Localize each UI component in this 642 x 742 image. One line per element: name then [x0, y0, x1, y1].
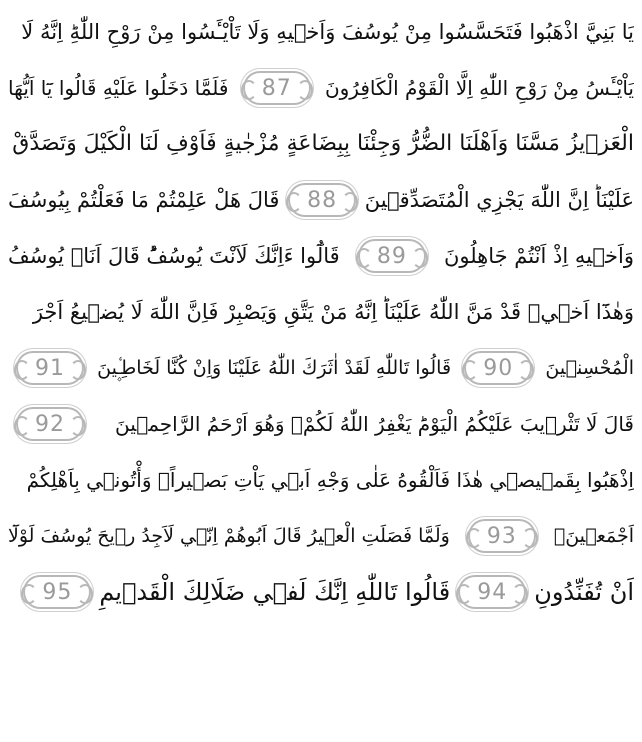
- text-line-2: [8, 60, 634, 116]
- verse-lines: [8, 4, 634, 620]
- verse-text: وَهٰذَٓا اَخ۪يۘ قَدْ مَنَّ اللّٰهُ عَلَيْنَاؕ اِنَّهُ مَنْ يَتَّقِ وَيَصْبِرْ فَاِنَّ اللّٰهَ لَا يُض۪يعُ اَجْرَ: [32, 300, 634, 324]
- verse-text: الْمُحْسِن۪ينَ: [545, 357, 634, 379]
- verse-text: عَلَيْنَاؕ اِنَّ اللّٰهَ يَجْزِي الْمُتَصَدِّق۪ينَ: [364, 188, 634, 212]
- verse-end-marker: [360, 241, 424, 271]
- verse-text: اَجْمَع۪ينَ۟: [553, 525, 634, 547]
- verse-number: 89: [376, 243, 407, 269]
- verse-text: وَاَخ۪يهِ اِذْ اَنْتُمْ جَاهِلُونَ: [443, 244, 634, 268]
- verse-end-marker: [25, 577, 89, 607]
- verse-text: فَلَمَّا دَخَلُوا عَلَيْهِ قَالُوا يَٓا اَيُّهَا: [8, 76, 229, 100]
- verse-number: 95: [42, 579, 73, 605]
- text-line-1: [8, 4, 634, 60]
- verse-end-marker: [290, 185, 354, 215]
- verse-number: 91: [35, 355, 65, 381]
- verse-end-marker: [245, 73, 309, 103]
- verse-number: 87: [261, 75, 292, 101]
- verse-text: قَالَ لَا تَثْر۪يبَ عَلَيْكُمُ الْيَوْمَؕ يَغْفِرُ اللّٰهُ لَكُمْؗ وَهُوَ اَرْحَمُ الرَّاحِم۪ينَ: [114, 412, 634, 436]
- verse-text: الْعَز۪يزُ مَسَّنَا وَاَهْلَنَا الضُّرُّ وَجِئْنَا بِبِضَاعَةٍ مُزْجٰيةٍ فَاَوْفِ لَنَا الْكَيْلَ وَتَصَدَّقْ: [12, 131, 634, 156]
- verse-text: قَالَ هَلْ عَلِمْتُمْ مَا فَعَلْتُمْ بِيُوسُفَ: [8, 188, 280, 212]
- text-line-4: [8, 172, 634, 228]
- text-line-10: [8, 508, 634, 564]
- verse-text: يَا بَنِيَّ اذْهَبُوا فَتَحَسَّسُوا مِنْ يُوسُفَ وَاَخ۪يهِ وَلَا تَاْيْـَٔسُوا مِنْ رَوْحِ اللّٰهِؕ اِنَّهُ لَا: [21, 20, 634, 44]
- text-line-6: [8, 284, 634, 340]
- verse-text: يَاْيْـَٔسُ مِنْ رَوْحِ اللّٰهِ اِلَّا الْقَوْمُ الْكَافِرُونَ: [324, 76, 634, 100]
- verse-text: اِذْهَبُوا بِقَم۪يص۪ي هٰذَا فَاَلْقُوهُ عَلٰى وَجْهِ اَب۪ي يَاْتِ بَص۪يراًۚ وَأْتُون۪ي بِاَهْلِكُمْ: [26, 468, 634, 492]
- text-line-11: [8, 564, 634, 620]
- verse-number: 93: [486, 523, 517, 549]
- verse-text: قَالُوا تَاللّٰهِ اِنَّكَ لَف۪ي ضَلَالِكَ الْقَد۪يمِ: [99, 578, 451, 606]
- text-line-3: [8, 116, 634, 172]
- text-line-7: [8, 340, 634, 396]
- verse-number: 88: [307, 187, 338, 213]
- verse-end-marker: [18, 353, 82, 383]
- verse-text: اَنْ تُفَنِّدُونِ: [534, 578, 634, 606]
- verse-end-marker: [466, 353, 530, 383]
- verse-number: 90: [483, 355, 514, 381]
- text-line-9: [8, 452, 634, 508]
- verse-end-marker: [470, 521, 534, 551]
- verse-end-marker: [460, 577, 524, 607]
- verse-end-marker: [18, 409, 82, 439]
- verse-text: قَالُٓوا ءَاِنَّكَ لَاَنْتَ يُوسُفُؕ قَالَ اَنَا۬ يُوسُفُ: [8, 244, 340, 268]
- verse-text: قَالُوا تَاللّٰهِ لَقَدْ اٰثَرَكَ اللّٰهُ عَلَيْنَا وَاِنْ كُنَّا لَخَاطِـ۪ٔينَ: [97, 357, 452, 379]
- verse-number: 94: [477, 579, 508, 605]
- verse-text: وَلَمَّا فَصَلَتِ الْع۪يرُ قَالَ اَبُوهُمْ اِنّ۪ي لَاَجِدُ ر۪يحَ يُوسُفَ لَوْلَٓا: [8, 525, 450, 547]
- text-line-8: [8, 396, 634, 452]
- verse-number: 92: [35, 411, 65, 437]
- text-line-5: [8, 228, 634, 284]
